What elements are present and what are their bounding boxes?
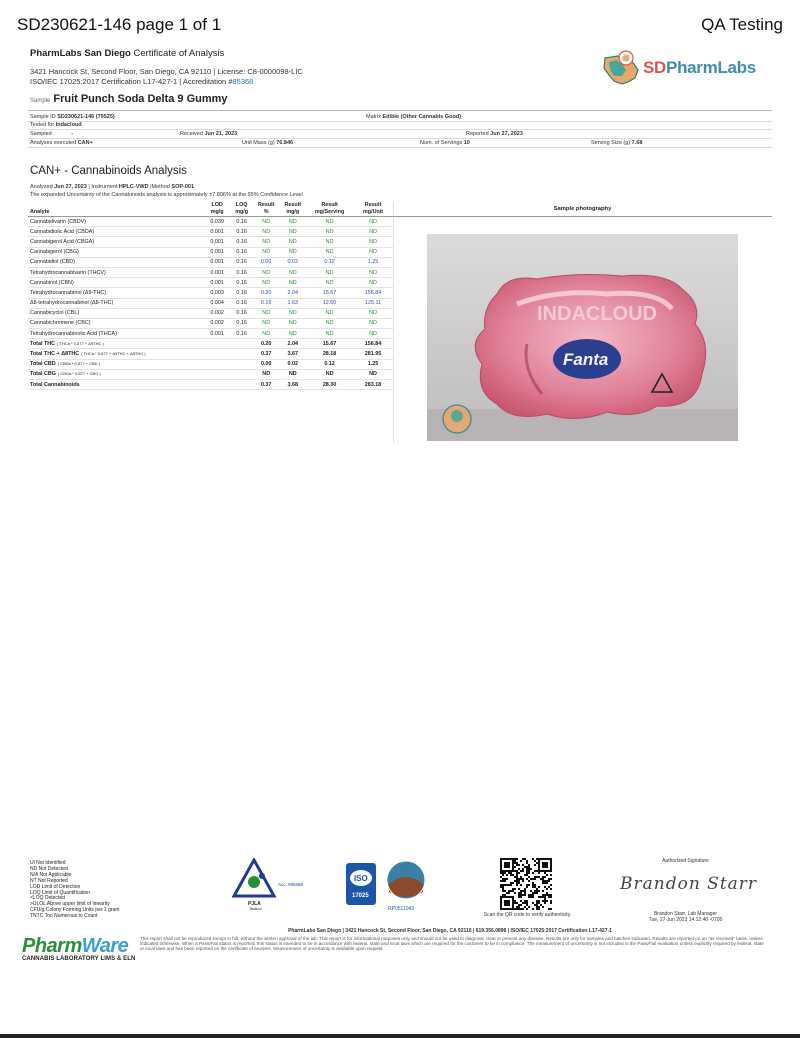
- result-mgg-cell: ND: [279, 318, 306, 328]
- total-formula: ( CBGa * 0.877 + CBG ): [57, 371, 101, 377]
- total-row: [28, 339, 393, 349]
- sample-id-label: Sample ID: [30, 114, 56, 120]
- loq-cell: 0.16: [230, 318, 252, 328]
- legend-item: <LOQ Detected: [30, 895, 65, 902]
- pharmware-wordmark: [22, 935, 135, 958]
- iso-number: 17025: [352, 893, 369, 899]
- uncertainty-note: The expanded Uncertainty of the Cannabinoids analysis is approximately ±7.806% at the 95% Confidence Level: [30, 192, 303, 198]
- lod-cell: 0.004: [204, 298, 231, 308]
- result-pct-cell: ND: [253, 237, 280, 247]
- total-row: [28, 349, 393, 359]
- sample-id-field: [30, 114, 115, 120]
- accreditation-prefix: ISO/IEC 17025:2017 Certification L17-427-1 | Accreditation #: [30, 77, 233, 86]
- table-header-row: [28, 201, 393, 217]
- lod-cell: 0.001: [204, 227, 231, 237]
- servings-value: 10: [463, 140, 470, 146]
- result-unit-cell: ND: [353, 318, 393, 328]
- logo-pharmlabs: PharmLabs: [666, 58, 756, 77]
- legend-item: LOD Limit of Detection: [30, 883, 81, 890]
- analyte-cell: Tetrahydrocannabivarin (THCV): [28, 267, 204, 277]
- result-pct-cell: 0.20: [253, 339, 280, 349]
- col-lod-unit: mg/g: [210, 208, 224, 215]
- tested-for-field: [30, 122, 82, 128]
- table-row: [28, 298, 393, 308]
- document-id-title: SD230621-146 page 1 of 1: [17, 15, 222, 34]
- table-row: [28, 278, 393, 288]
- result-mgg-cell: 0.02: [279, 359, 306, 369]
- result-unit-cell: ND: [353, 329, 393, 339]
- rp-number: RP0511043: [388, 906, 415, 912]
- analysis-info: [30, 183, 303, 199]
- col-result-unit-label: Result: [364, 202, 382, 208]
- table-row: [28, 329, 393, 339]
- result-serving-cell: 0.12: [306, 257, 353, 267]
- analyte-cell: Tetrahydrocannabinol (Δ9-THC): [28, 288, 204, 298]
- reported-field: [466, 131, 523, 137]
- pjla-sub: Testing: [249, 906, 262, 910]
- col-result-unit-unit: mg/Unit: [363, 208, 384, 215]
- result-serving-cell: 28.18: [306, 349, 353, 359]
- analyte-cell: Cannabichromene (CBC): [28, 318, 204, 328]
- result-mgg-cell: ND: [279, 217, 306, 227]
- address-line-2: [30, 77, 303, 87]
- received-label: Received: [180, 131, 203, 137]
- legend-item: N/A Not Applicable: [30, 871, 72, 878]
- result-pct-cell: 0.37: [253, 349, 280, 359]
- total-name: Total THC: [30, 340, 56, 347]
- total-name: Total Cannabinoids: [30, 381, 80, 388]
- divider: [28, 121, 772, 122]
- result-mgg-cell: 2.04: [279, 339, 306, 349]
- photo-can-text: Fanta: [563, 350, 609, 369]
- result-serving-cell: ND: [306, 308, 353, 318]
- serving-size-value: 7.68: [631, 140, 643, 146]
- iso-label: ISO: [354, 874, 368, 883]
- servings-label: Num. of Servings: [420, 140, 463, 146]
- result-pct-cell: ND: [253, 318, 280, 328]
- analyses-field: [30, 140, 93, 146]
- logo-sd: SD: [643, 58, 667, 77]
- total-name: Total THC + Δ8THC: [30, 351, 80, 358]
- tested-for-value: Indacloud: [55, 122, 82, 128]
- analyte-cell: Cannabigerol (CBG): [28, 247, 204, 257]
- sampled-field: [30, 131, 73, 137]
- method-value: SOP-001: [171, 184, 195, 190]
- col-lod-label: LOD: [211, 202, 223, 208]
- col-lod: [204, 201, 231, 217]
- loq-cell: 0.16: [230, 257, 252, 267]
- result-pct-cell: 0.00: [253, 359, 280, 369]
- result-serving-cell: ND: [306, 267, 353, 277]
- result-unit-cell: ND: [353, 217, 393, 227]
- result-pct-cell: 0.16: [253, 298, 280, 308]
- col-analyte: Analyte: [28, 201, 204, 217]
- loq-cell: 0.16: [230, 267, 252, 277]
- lod-cell: 0.001: [204, 278, 231, 288]
- footer-address: PharmLabs San Diego | 3421 Hancock St, Second Floor, San Diego, CA 92110 | 619.356.0898 | ISO/IEC 17025:2017 Certification L17-427-1: [288, 928, 612, 934]
- result-unit-cell: 281.95: [353, 349, 393, 359]
- unit-mass-field: [242, 140, 293, 146]
- lod-cell: 0.002: [204, 308, 231, 318]
- table-row: [28, 288, 393, 298]
- result-unit-cell: ND: [353, 308, 393, 318]
- logo-wordmark: [643, 58, 756, 78]
- lod-cell: 0.001: [204, 329, 231, 339]
- received-field: [180, 131, 237, 137]
- analyses-value: CAN+: [77, 140, 93, 146]
- table-row: [28, 257, 393, 267]
- matrix-field: [366, 114, 461, 120]
- sample-photo-art: [427, 234, 738, 441]
- col-result-serving-unit: mg/Serving: [314, 208, 345, 215]
- result-pct-cell: 0.37: [253, 380, 280, 390]
- page-bottom-bar: [0, 1034, 800, 1038]
- legend-item: LOQ Limit of Quantification: [30, 889, 91, 896]
- col-result-serving-label: Result: [321, 202, 338, 208]
- result-pct-cell: ND: [253, 267, 280, 277]
- table-body: [28, 217, 393, 390]
- reported-value: Jun 27, 2023: [490, 131, 523, 137]
- accreditation-link[interactable]: 85368: [232, 77, 254, 86]
- result-mgg-cell: 3.68: [279, 380, 306, 390]
- col-result-unit: [353, 201, 393, 217]
- analyte-cell: Cannabinol (CBN): [28, 278, 204, 288]
- result-unit-cell: 1.25: [353, 257, 393, 267]
- pharmware-part-2: Ware: [81, 935, 129, 957]
- signer-block: [633, 911, 738, 923]
- sample-name: Fruit Punch Soda Delta 9 Gummy: [53, 93, 228, 105]
- col-loq: [230, 201, 252, 217]
- legend-item: ND Not Detected: [30, 865, 68, 872]
- result-unit-cell: ND: [353, 247, 393, 257]
- sampled-value: -: [71, 131, 74, 137]
- analyte-cell: Tetrahydrocannabinolic Acid (THCA): [28, 329, 204, 339]
- photo-header: Sample photography: [393, 201, 772, 217]
- cannabinoids-table: [28, 201, 393, 390]
- table-row: [28, 308, 393, 318]
- loq-cell: 0.16: [230, 278, 252, 288]
- result-serving-cell: 0.12: [306, 359, 353, 369]
- result-serving-cell: ND: [306, 329, 353, 339]
- lod-cell: 0.039: [204, 217, 231, 227]
- total-formula: ( THCa * 0.877 + Δ9THC + Δ8THC ): [81, 351, 146, 357]
- total-name: Total CBD: [30, 361, 56, 368]
- result-serving-cell: ND: [306, 278, 353, 288]
- received-value: Jun 21, 2023: [204, 131, 238, 137]
- result-serving-cell: 15.67: [306, 288, 353, 298]
- total-analyte-cell: [28, 380, 253, 390]
- analyte-cell: Cannabicyclol (CBL): [28, 308, 204, 318]
- result-unit-cell: ND: [353, 369, 393, 379]
- lod-cell: 0.001: [204, 237, 231, 247]
- servings-field: [420, 140, 470, 146]
- lab-address: [30, 67, 303, 87]
- col-loq-unit: mg/g: [235, 208, 249, 215]
- col-loq-label: LOQ: [235, 202, 248, 208]
- signature: Brandon Starr: [620, 874, 758, 894]
- result-pct-cell: ND: [253, 217, 280, 227]
- lod-cell: 0.001: [204, 267, 231, 277]
- total-row: [28, 380, 393, 390]
- divider: [28, 147, 772, 148]
- result-pct-cell: 0.20: [253, 288, 280, 298]
- result-unit-cell: ND: [353, 267, 393, 277]
- analyzed-date: Jun 27, 2023: [54, 184, 87, 190]
- col-result-pct: [253, 201, 280, 217]
- lab-name: PharmLabs San Diego: [30, 48, 131, 59]
- result-mgg-cell: ND: [279, 308, 306, 318]
- result-unit-cell: ND: [353, 278, 393, 288]
- table-row: [28, 267, 393, 277]
- result-mgg-cell: 3.67: [279, 349, 306, 359]
- total-row: [28, 369, 393, 379]
- result-serving-cell: ND: [306, 369, 353, 379]
- unit-mass-label: Unit Mass (g): [242, 140, 275, 146]
- result-pct-cell: ND: [253, 369, 280, 379]
- result-mgg-cell: 1.63: [279, 298, 306, 308]
- pharmware-logo: [22, 935, 135, 962]
- result-serving-cell: 15.67: [306, 339, 353, 349]
- footer-disclaimer: This report shall not be reproduced except in full, without the written approval of the lab. This report is for informational purposes only and should not be used to diagnose, treat or prevent any disease. Results are only for samples and batches indicated. Results are reported on an "as received" basis, unless indicated otherwise. When a Pass/Fail status is reported, this status is intended to be in accordance with federal, state and local laws which are required for the customer to be in compliance. The measurement of uncertainty is not included in the Pass/Fail evaluation unless explicitly required by federal, state or local laws and has been reported on the certificate of analysis. Measurement of uncertainty is available upon request.: [140, 936, 764, 952]
- analyte-cell: Cannabidiolic Acid (CBDA): [28, 227, 204, 237]
- col-result-pct-unit: %: [263, 208, 269, 215]
- result-serving-cell: ND: [306, 237, 353, 247]
- analyte-cell: Cannabidivarin (CBDV): [28, 217, 204, 227]
- col-result-serving: [306, 201, 353, 217]
- result-unit-cell: 125.11: [353, 298, 393, 308]
- analyzed-label: Analyzed: [30, 184, 53, 190]
- loq-cell: 0.16: [230, 217, 252, 227]
- analyte-cell: Cannabigerol Acid (CBGA): [28, 237, 204, 247]
- result-pct-cell: ND: [253, 308, 280, 318]
- pharmware-part-1: Pharm: [22, 935, 82, 957]
- divider: [28, 138, 772, 139]
- pjla-badge: [232, 858, 312, 910]
- lod-cell: 0.003: [204, 288, 231, 298]
- total-analyte-cell: [28, 339, 253, 349]
- analyses-label: Analyses executed: [30, 140, 77, 146]
- iso-badge: [345, 862, 377, 906]
- qr-label: Scan the QR code to verify authenticity.: [483, 912, 572, 918]
- legend-item: CFU/g Colony Forming Units per 1 gram: [30, 907, 120, 914]
- total-analyte-cell: [28, 359, 253, 369]
- serving-size-label: Serving Size (g): [591, 140, 631, 146]
- pjla-label: PJLA: [248, 901, 261, 907]
- instrument-value: HPLC-VWD: [118, 184, 149, 190]
- col-result-pct-label: Result: [257, 202, 275, 208]
- result-unit-cell: ND: [353, 237, 393, 247]
- table-row: [28, 227, 393, 237]
- divider: [28, 110, 772, 111]
- matrix-value: Edible (Other Cannabis Good): [382, 114, 462, 120]
- table-row: [28, 217, 393, 227]
- total-name: Total CBG: [30, 371, 56, 378]
- result-serving-cell: 12.50: [306, 298, 353, 308]
- result-pct-cell: 0.00: [253, 257, 280, 267]
- analysis-meta: Analyzed Jun 27, 2023 | Instrument HPLC-VWD |Method SOP-001: [30, 184, 195, 190]
- result-unit-cell: 156.84: [353, 339, 393, 349]
- result-pct-cell: ND: [253, 278, 280, 288]
- lab-name-line: [30, 48, 224, 59]
- result-serving-cell: ND: [306, 247, 353, 257]
- loq-cell: 0.16: [230, 329, 252, 339]
- qa-testing-title: QA Testing: [701, 15, 783, 34]
- sample-label: Sample: [30, 98, 51, 104]
- verification-qr-code[interactable]: [500, 858, 552, 910]
- loq-cell: 0.16: [230, 298, 252, 308]
- table-row: [28, 318, 393, 328]
- col-result-mgg-unit: mg/g: [286, 208, 300, 215]
- col-result-mgg-label: Result: [284, 202, 302, 208]
- total-formula: ( CBDa * 0.877 + CBD ): [57, 361, 101, 367]
- table-row: [28, 247, 393, 257]
- instrument-label: Instrument: [91, 184, 118, 190]
- result-pct-cell: ND: [253, 247, 280, 257]
- result-mgg-cell: ND: [279, 227, 306, 237]
- result-mgg-cell: ND: [279, 278, 306, 288]
- lod-cell: 0.001: [204, 247, 231, 257]
- signed-date: Tue, 27 Jun 2023 14:12:40 -0700: [648, 917, 723, 923]
- result-mgg-cell: ND: [279, 369, 306, 379]
- sample-photo: [427, 234, 738, 441]
- legend-item: >ULOL Above upper limit of linearity: [30, 901, 110, 908]
- result-mgg-cell: ND: [279, 247, 306, 257]
- result-mgg-cell: 2.04: [279, 288, 306, 298]
- result-unit-cell: 156.84: [353, 288, 393, 298]
- divider: [28, 129, 772, 130]
- lod-cell: 0.002: [204, 318, 231, 328]
- loq-cell: 0.16: [230, 227, 252, 237]
- result-unit-cell: 1.25: [353, 359, 393, 369]
- result-mgg-cell: ND: [279, 329, 306, 339]
- analyte-cell: Cannabidiol (CBD): [28, 257, 204, 267]
- serving-size-field: [591, 140, 642, 146]
- loq-cell: 0.16: [230, 288, 252, 298]
- legend-item: TNTC Too Numerous to Count: [30, 913, 98, 920]
- abbreviation-legend: [30, 861, 119, 920]
- pharmware-tagline: CANNABIS LABORATORY LIMS & ELN: [22, 956, 136, 962]
- loq-cell: 0.16: [230, 247, 252, 257]
- sampled-label: Sampled: [30, 131, 52, 137]
- sample-title: [30, 93, 228, 105]
- doc-type: Certificate of Analysis: [133, 48, 225, 59]
- result-pct-cell: ND: [253, 227, 280, 237]
- result-mgg-cell: ND: [279, 237, 306, 247]
- total-analyte-cell: [28, 349, 253, 359]
- total-formula: ( THCa * 0.877 + Δ9THC ): [57, 340, 104, 346]
- table-row: [28, 237, 393, 247]
- analyte-cell: Δ8-tetrahydrocannabinol (Δ8-THC): [28, 298, 204, 308]
- result-serving-cell: ND: [306, 318, 353, 328]
- signer-name: Brandon Starr, Lab Manager: [653, 911, 718, 917]
- result-mgg-cell: ND: [279, 267, 306, 277]
- section-title: CAN+ - Cannabinoids Analysis: [30, 165, 187, 177]
- result-serving-cell: ND: [306, 227, 353, 237]
- address-line-1: 3421 Hancock St, Second Floor, San Diego, CA 92110 | License: C8-0000098-LIC: [30, 67, 303, 76]
- result-pct-cell: ND: [253, 329, 280, 339]
- photo-brand-text: INDACLOUD: [537, 303, 657, 325]
- legend-item: Ul Not Identified: [30, 860, 66, 866]
- tested-for-label: Tested for: [30, 122, 55, 128]
- pjla-accreditation: Acc. #85368: [278, 882, 304, 887]
- result-serving-cell: ND: [306, 217, 353, 227]
- legend-item: NT Not Reported: [30, 877, 68, 884]
- reported-label: Reported: [466, 131, 489, 137]
- result-unit-cell: 283.18: [353, 380, 393, 390]
- result-serving-cell: 28.30: [306, 380, 353, 390]
- total-row: [28, 359, 393, 369]
- rp-badge: [384, 858, 434, 914]
- loq-cell: 0.16: [230, 308, 252, 318]
- loq-cell: 0.16: [230, 237, 252, 247]
- result-mgg-cell: 0.02: [279, 257, 306, 267]
- lod-cell: 0.001: [204, 257, 231, 267]
- col-result-mgg: [279, 201, 306, 217]
- signature-label: Authorized Signature: [662, 858, 709, 864]
- method-label: Method: [151, 184, 170, 190]
- total-analyte-cell: [28, 369, 253, 379]
- unit-mass-value: 76.846: [276, 140, 294, 146]
- result-unit-cell: ND: [353, 227, 393, 237]
- matrix-label: Matrix: [366, 114, 381, 120]
- sample-id-value: SD230621-146 (79525): [57, 114, 115, 120]
